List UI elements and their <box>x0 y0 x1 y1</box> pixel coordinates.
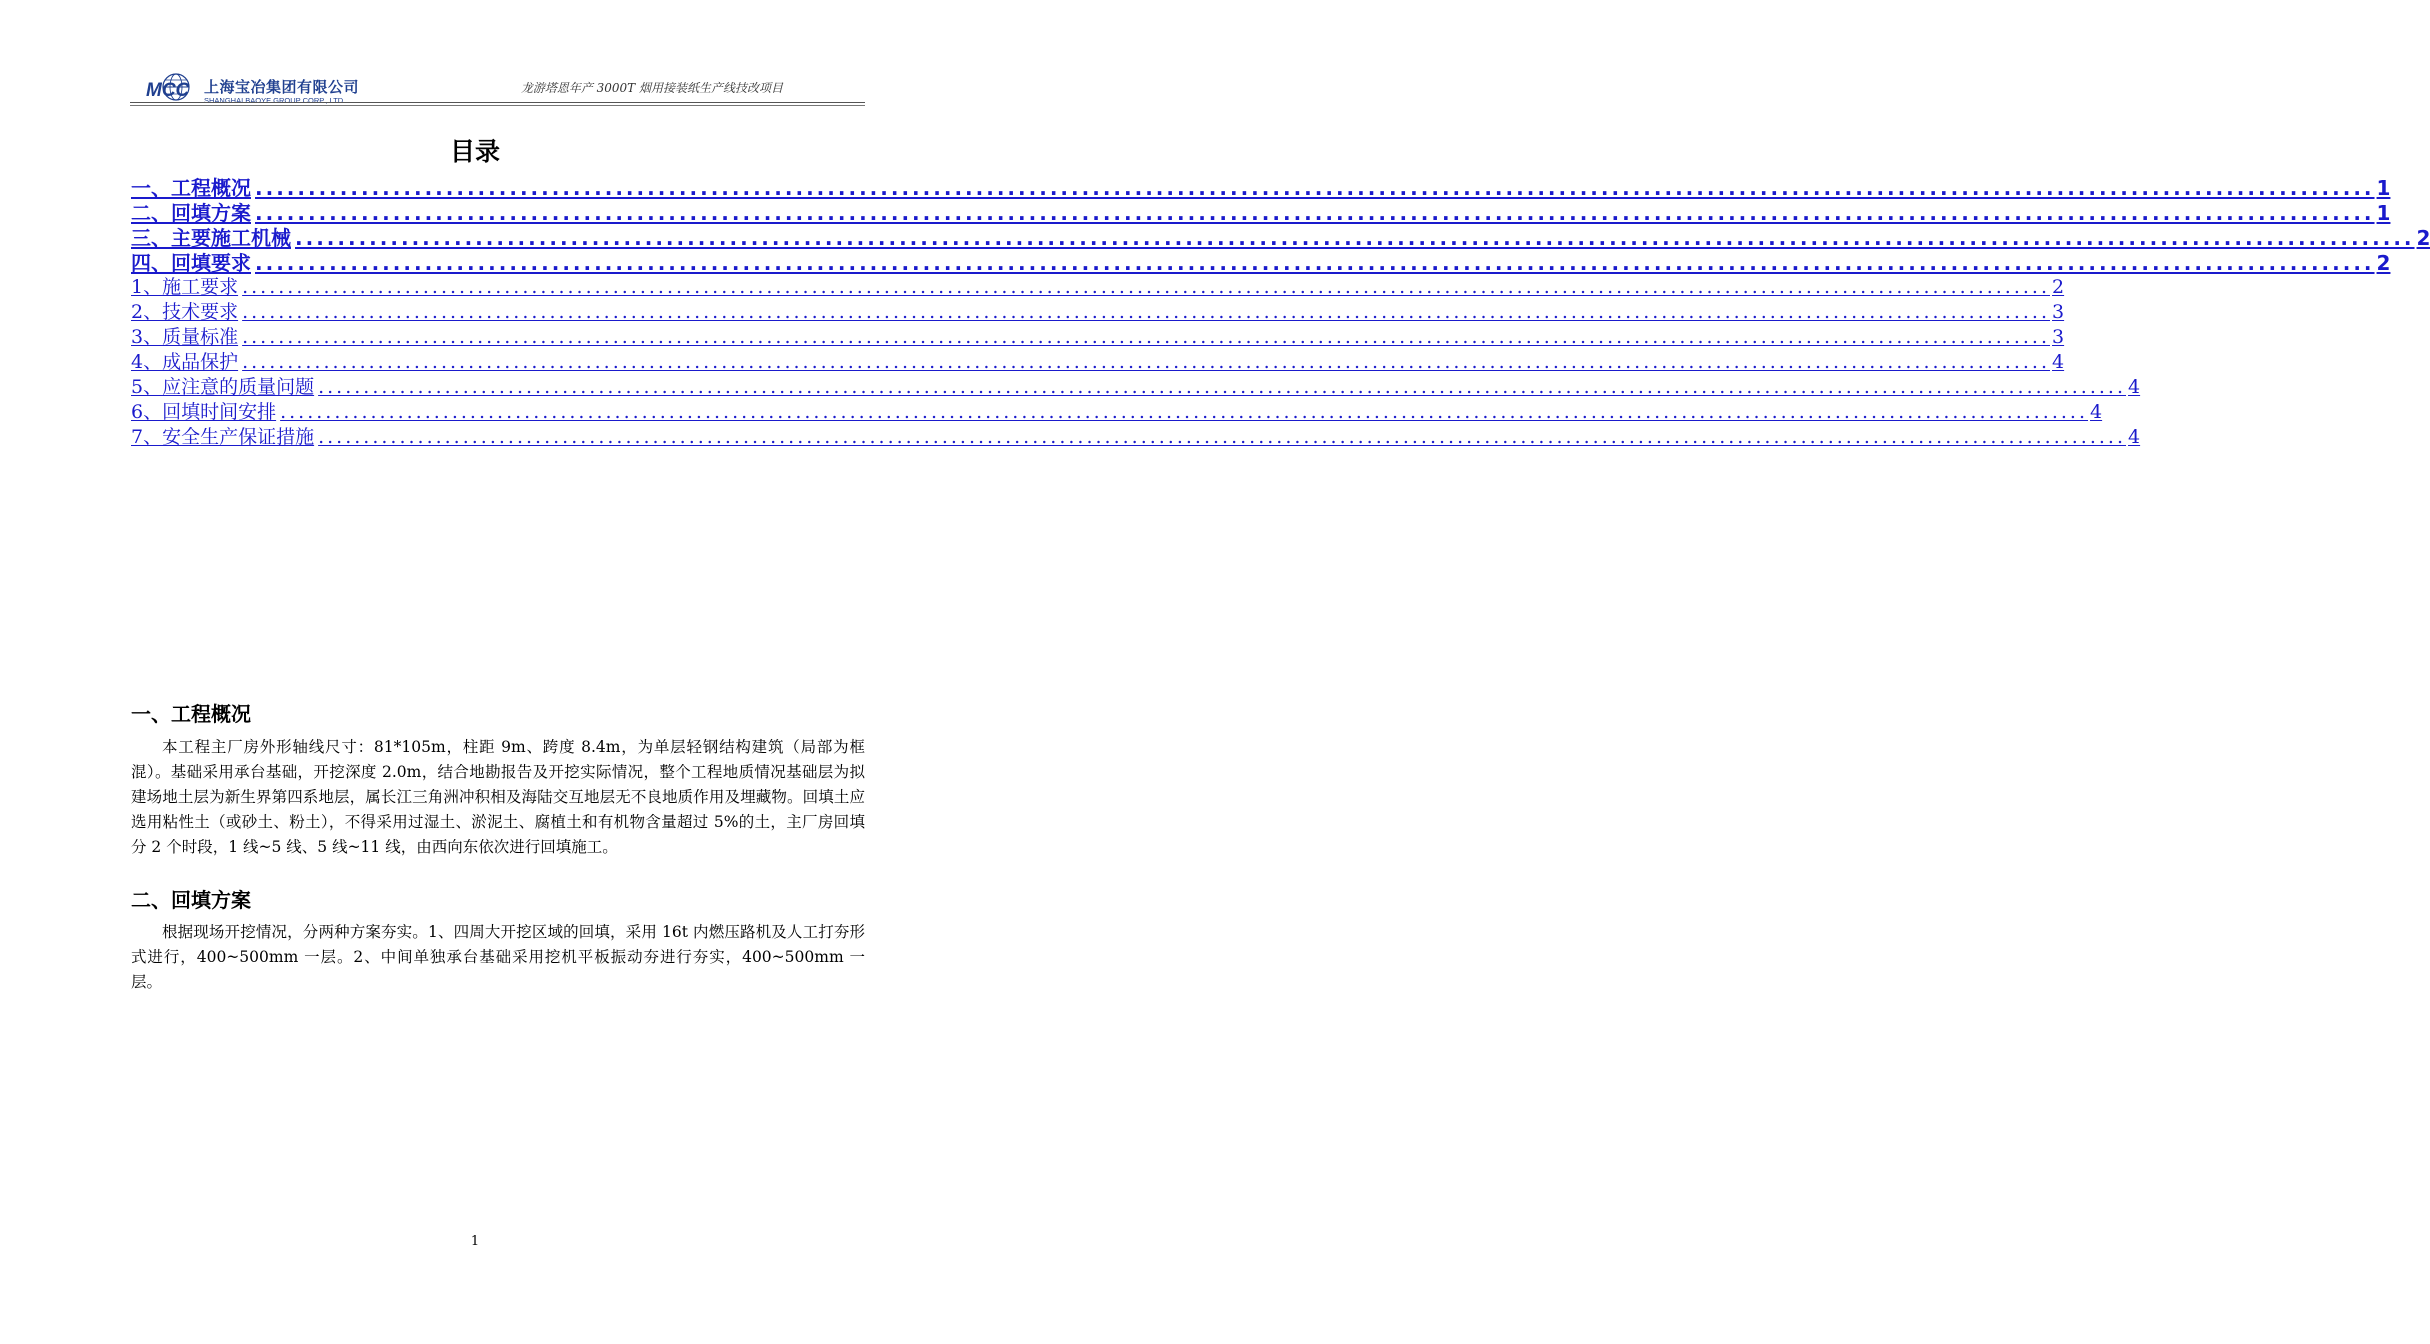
page-number: 1 <box>470 1234 480 1249</box>
toc-entry-label: 2、技术要求 <box>131 301 239 323</box>
toc-leader-dots: ........................................................................................................................................................................................................ <box>318 426 2127 448</box>
toc-entry-label: 二、回填方案 <box>131 201 251 225</box>
toc-leader-dots: ........................................................................................................................................................................................................ <box>280 401 2089 423</box>
section-text-overview: 本工程主厂房外形轴线尺寸：81*105m，柱距 9m、跨度 8.4m，为单层轻钢结构建筑（局部为框混）。基础采用承台基础，开挖深度 2.0m，结合地勘报告及开挖实际情况，整个工程地质情况基础层为拟建场地土层为新生界第四系地层，属长江三角洲冲积相及海陆交互地层无不良地质作用及埋藏物。回填土应选用粘性土（或砂土、粉土），不得采用过湿土、淤泥土、腐植土和有机物含量超过 5%的土，主厂房回填分 2 个时段，1 线~5 线、5 线~11 线，由西向东依次进行回填施工。 <box>131 738 865 856</box>
toc-entry[interactable] <box>131 347 2065 373</box>
toc-entry[interactable] <box>131 197 2391 225</box>
toc-leader-dots: ........................................................................................................................................................................................................ <box>295 226 2415 250</box>
toc-entry-label: 3、质量标准 <box>131 326 239 348</box>
toc-entry-page: 1 <box>2376 176 2391 200</box>
toc-entry-label: 4、成品保护 <box>131 351 239 373</box>
toc-entry-page: 1 <box>2376 201 2391 225</box>
section-text-backfill-plan: 根据现场开挖情况，分两种方案夯实。1、四周大开挖区域的回填，采用 16t 内燃压路机及人工打夯形式进行，400~500mm 一层。2、中间单独承台基础采用挖机平板振动夯进行夯实，400~500mm 一层。 <box>131 923 865 991</box>
toc-entry-page: 2 <box>2416 226 2430 250</box>
toc-entry-page: 4 <box>2128 426 2141 448</box>
toc-entry-label: 1、施工要求 <box>131 276 239 298</box>
toc-entry-label: 三、主要施工机械 <box>131 226 291 250</box>
toc-leader-dots: ........................................................................................................................................................................................................ <box>255 201 2375 225</box>
header-divider-thin <box>130 105 865 106</box>
toc-entry-page: 4 <box>2090 401 2103 423</box>
section-heading-backfill-plan: 二、回填方案 <box>131 888 251 912</box>
toc-leader-dots: ........................................................................................................................................................................................................ <box>242 276 2051 298</box>
page-header <box>130 62 865 106</box>
toc-entry[interactable] <box>131 247 2391 275</box>
toc-entry[interactable] <box>131 172 2391 200</box>
toc-entry-label: 一、工程概况 <box>131 176 251 200</box>
toc-title: 目录 <box>449 137 500 166</box>
toc-entry-page: 4 <box>2052 351 2065 373</box>
toc-leader-dots: ........................................................................................................................................................................................................ <box>242 326 2051 348</box>
toc-entry[interactable] <box>131 297 2065 323</box>
toc-entry[interactable] <box>131 372 2141 398</box>
toc-entry-page: 4 <box>2128 376 2141 398</box>
project-title: 龙游塔恩年产 3000T 烟用接装纸生产线技改项目 <box>520 81 783 95</box>
toc-entry-label: 四、回填要求 <box>131 251 251 275</box>
header-divider <box>130 102 865 103</box>
company-name-cn: 上海宝冶集团有限公司 <box>204 78 360 96</box>
toc-entry-page: 3 <box>2052 326 2065 348</box>
toc-entry[interactable] <box>131 272 2065 298</box>
section-heading-overview: 一、工程概况 <box>131 702 251 726</box>
toc-entry-page: 2 <box>2376 251 2391 275</box>
table-of-contents <box>131 172 2430 448</box>
toc-entry-label: 5、应注意的质量问题 <box>131 376 315 398</box>
toc-leader-dots: ........................................................................................................................................................................................................ <box>255 176 2375 200</box>
toc-entry-label: 7、安全生产保证措施 <box>131 426 315 448</box>
toc-entry[interactable] <box>131 397 2103 423</box>
logo-mark-text: MCC <box>146 80 190 101</box>
toc-entry-page: 3 <box>2052 301 2065 323</box>
toc-entry[interactable] <box>131 322 2065 348</box>
toc-entry-page: 2 <box>2052 276 2065 298</box>
toc-leader-dots: ........................................................................................................................................................................................................ <box>242 351 2051 373</box>
toc-leader-dots: ........................................................................................................................................................................................................ <box>318 376 2127 398</box>
toc-entry-label: 6、回填时间安排 <box>131 401 277 423</box>
toc-leader-dots: ........................................................................................................................................................................................................ <box>242 301 2051 323</box>
toc-entry[interactable] <box>131 222 2430 250</box>
toc-leader-dots: ........................................................................................................................................................................................................ <box>255 251 2375 275</box>
mcc-logo-icon <box>130 70 202 106</box>
company-logo <box>130 70 360 106</box>
company-name-en: SHANGHAI BAOYE GROUP CORP., LTD. <box>204 96 346 105</box>
toc-entry[interactable] <box>131 422 2141 448</box>
